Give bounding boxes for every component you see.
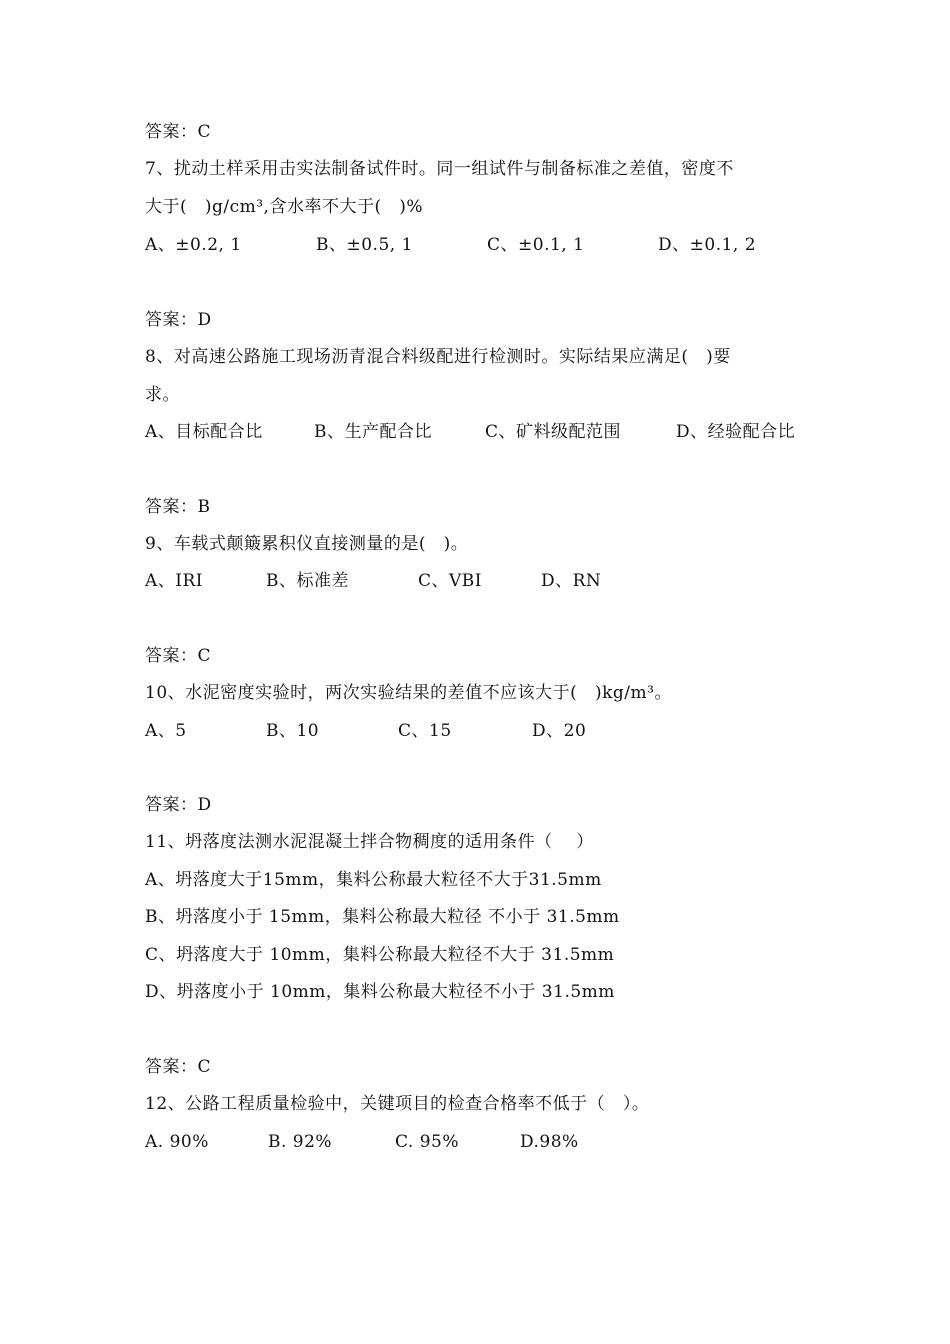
answer-q11: 答案：C	[145, 1057, 212, 1077]
question-11-option-c: C、坍落度大于 10mm，集料公称最大粒径不大于 31.5mm	[145, 945, 615, 965]
question-9-line-1: 9、车载式颠簸累积仪直接测量的是( )。	[145, 534, 469, 554]
question-8-option-c: C、矿料级配范围	[485, 422, 622, 442]
question-8-line-1: 8、对高速公路施工现场沥青混合料级配进行检测时。实际结果应满足( )要	[145, 347, 731, 367]
question-9-option-d: D、RN	[541, 571, 602, 591]
question-8-option-b: B、生产配合比	[314, 422, 432, 442]
answer-q8: 答案：B	[145, 497, 211, 517]
question-9-option-c: C、VBI	[418, 571, 482, 591]
question-12-option-b: B. 92%	[268, 1132, 333, 1152]
question-12-option-d: D.98%	[520, 1132, 579, 1152]
question-10-option-a: A、5	[145, 721, 187, 741]
answer-q7: 答案：D	[145, 310, 212, 330]
question-10-option-b: B、10	[266, 721, 320, 741]
question-7-option-c: C、±0.1, 1	[487, 235, 585, 255]
question-12-line-1: 12、公路工程质量检验中，关键项目的检查合格率不低于（ ）。	[145, 1094, 650, 1114]
question-10-option-d: D、20	[532, 721, 587, 741]
question-11-option-a: A、坍落度大于15mm，集料公称最大粒径不大于31.5mm	[145, 870, 602, 890]
question-9-option-a: A、IRI	[145, 571, 204, 591]
question-8-line-2: 求。	[145, 385, 180, 405]
question-7-line-2: 大于( )g/cm³,含水率不大于( )%	[145, 197, 424, 217]
question-10-line-1: 10、水泥密度实验时，两次实验结果的差值不应该大于( )kg/m³。	[145, 683, 672, 703]
question-7-line-1: 7、扰动土样采用击实法制备试件时。同一组试件与制备标准之差值，密度不	[145, 159, 734, 179]
question-11-option-d: D、坍落度小于 10mm，集料公称最大粒径不小于 31.5mm	[145, 982, 615, 1002]
answer-q10: 答案：D	[145, 795, 212, 815]
answer-q6: 答案：C	[145, 122, 212, 142]
answer-q9: 答案：C	[145, 646, 212, 666]
question-8-option-a: A、目标配合比	[145, 422, 263, 442]
question-8-option-d: D、经验配合比	[676, 422, 796, 442]
question-12-option-c: C. 95%	[395, 1132, 459, 1152]
question-7-option-a: A、±0.2, 1	[145, 235, 242, 255]
question-7-option-b: B、±0.5, 1	[316, 235, 413, 255]
question-9-option-b: B、标准差	[266, 571, 349, 591]
question-12-option-a: A. 90%	[145, 1132, 209, 1152]
question-10-option-c: C、15	[398, 721, 452, 741]
question-7-option-d: D、±0.1, 2	[658, 235, 757, 255]
question-11-option-b: B、坍落度小于 15mm，集料公称最大粒径 不小于 31.5mm	[145, 907, 620, 927]
question-11-line-1: 11、坍落度法测水泥混凝土拌合物稠度的适用条件（ ）	[145, 832, 594, 852]
